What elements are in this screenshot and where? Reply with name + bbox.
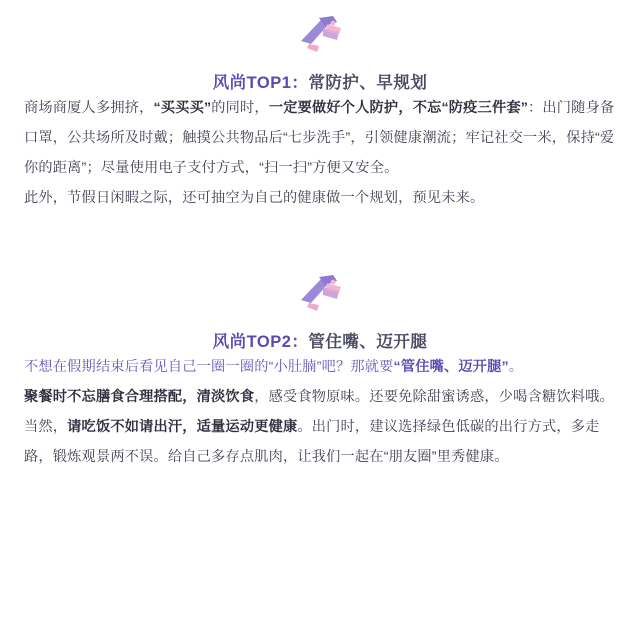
paragraph-s1p1 (24, 93, 616, 183)
run-text-purple: 不想在假期结束后看见自己一圈一圈的“小肚腩”吧？那就要 (24, 359, 394, 375)
airplane-icon (293, 14, 347, 56)
run-text-purple: 。 (508, 359, 524, 375)
run-text-bold: “防疫三件套” (441, 100, 529, 116)
paragraph-s2p2 (24, 382, 616, 412)
section-top2 (24, 259, 616, 472)
paragraph-s1p2 (24, 183, 616, 213)
run-text: 当然， (24, 419, 68, 435)
run-text: 商场商厦人多拥挤， (24, 100, 154, 116)
section-icon-wrap-1 (24, 0, 616, 63)
section-heading-prefix-1: 风尚TOP1： (212, 74, 309, 92)
paragraph-s2p3 (24, 412, 616, 472)
section-heading-2 (24, 328, 616, 352)
airplane-icon (293, 273, 347, 315)
section-icon-wrap-2 (24, 259, 616, 322)
run-text-bold: “买买买” (153, 100, 212, 116)
run-text-bold: 请吃饭不如请出汗，适量运动更健康 (67, 419, 298, 435)
run-text: 。出门时，建议选择绿色低碳的出行方式，多走路，锻炼观景两不误。给自己多存点肌肉，让我们一起在“朋友圈”里秀健康。 (24, 419, 600, 465)
run-text: 的同时， (211, 100, 269, 116)
run-text-bold: 一定要做好个人防护，不忘 (268, 100, 442, 116)
section-heading-1 (24, 69, 616, 93)
run-text: 此外，节假日闲暇之际，还可抽空为自己的健康做一个规划，预见未来。 (24, 190, 485, 206)
section-top1 (24, 0, 616, 213)
run-text: ：出门随身备口罩，公共场所及时戴；触摸公共物品后“七步洗手”，引领健康潮流；牢记社交一米，保持“爱你的距离”；尽量使用电子支付方式，“扫一扫”方便又安全。 (24, 100, 615, 176)
section-heading-text-2: 管住嘴、迈开腿 (308, 333, 428, 351)
run-text-purple-bold: “管住嘴、迈开腿” (393, 359, 509, 375)
section-heading-prefix-2: 风尚TOP2： (212, 333, 309, 351)
run-text-bold: 聚餐时不忘膳食合理搭配，清淡饮食 (24, 389, 255, 405)
section-heading-text-1: 常防护、早规划 (308, 74, 428, 92)
paragraph-s2p1 (24, 352, 616, 382)
run-text: ，感受食物原味。还要免除甜蜜诱惑，少喝含糖饮料哦。 (254, 389, 614, 405)
